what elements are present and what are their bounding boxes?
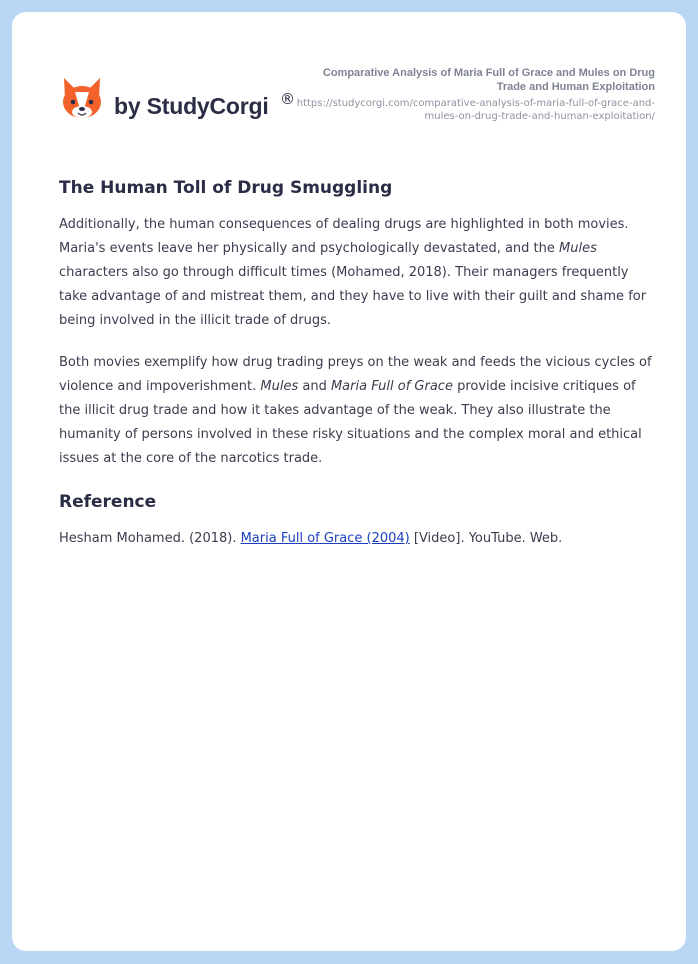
text-run: Additionally, the human consequences of dealing drugs are highlighted in both movies. Maria's events leave her physically and psychologically devastated, and the [59,217,629,256]
reference-link[interactable]: Maria Full of Grace (2004) [240,531,410,546]
film-title-maria: Maria Full of Grace [330,379,453,394]
article-body [59,175,655,551]
text-run: characters also go through difficult times (Mohamed, 2018). Their managers frequently take advantage of and mistreat them, and they have to live with their guilt and shame for being involved in the illicit trade of drugs. [59,265,647,328]
corgi-icon [61,76,103,122]
document-title: Comparative Analysis of Maria Full of Grace and Mules on Drug Trade and Human Exploitation [322,67,655,93]
registered-mark: ® [280,90,295,108]
film-title-mules: Mules [260,379,299,394]
reference-suffix: [Video]. YouTube. Web. [409,531,563,546]
document-meta [295,66,655,123]
brand-name: by StudyCorgi [114,93,269,119]
film-title-mules: Mules [559,241,597,256]
document-page [12,12,686,951]
text-run: provide incisive critiques of the illicit drug trade and how it takes advantage of the weak. They also illustrate the humanity of persons involved in these risky situations and the complex moral and ethical issues at the core of the narcotics trade. [59,379,642,466]
studycorgi-logo[interactable] [61,76,311,124]
document-url[interactable]: https://studycorgi.com/comparative-analysis-of-maria-full-of-grace-and-mules-on-drug-trade-and-human-exploitation/ [296,98,655,122]
section-heading: The Human Toll of Drug Smuggling [59,178,393,198]
reference-heading: Reference [59,492,157,512]
reference-entry [59,527,655,551]
text-run: and [298,379,331,394]
paragraph [59,351,655,471]
paragraph [59,213,655,333]
reference-author: Hesham Mohamed. (2018). [59,531,241,546]
page-header [12,12,686,142]
text-run: Both movies exemplify how drug trading preys on the weak and feeds the vicious cycles of violence and impoverishment. [59,355,652,394]
